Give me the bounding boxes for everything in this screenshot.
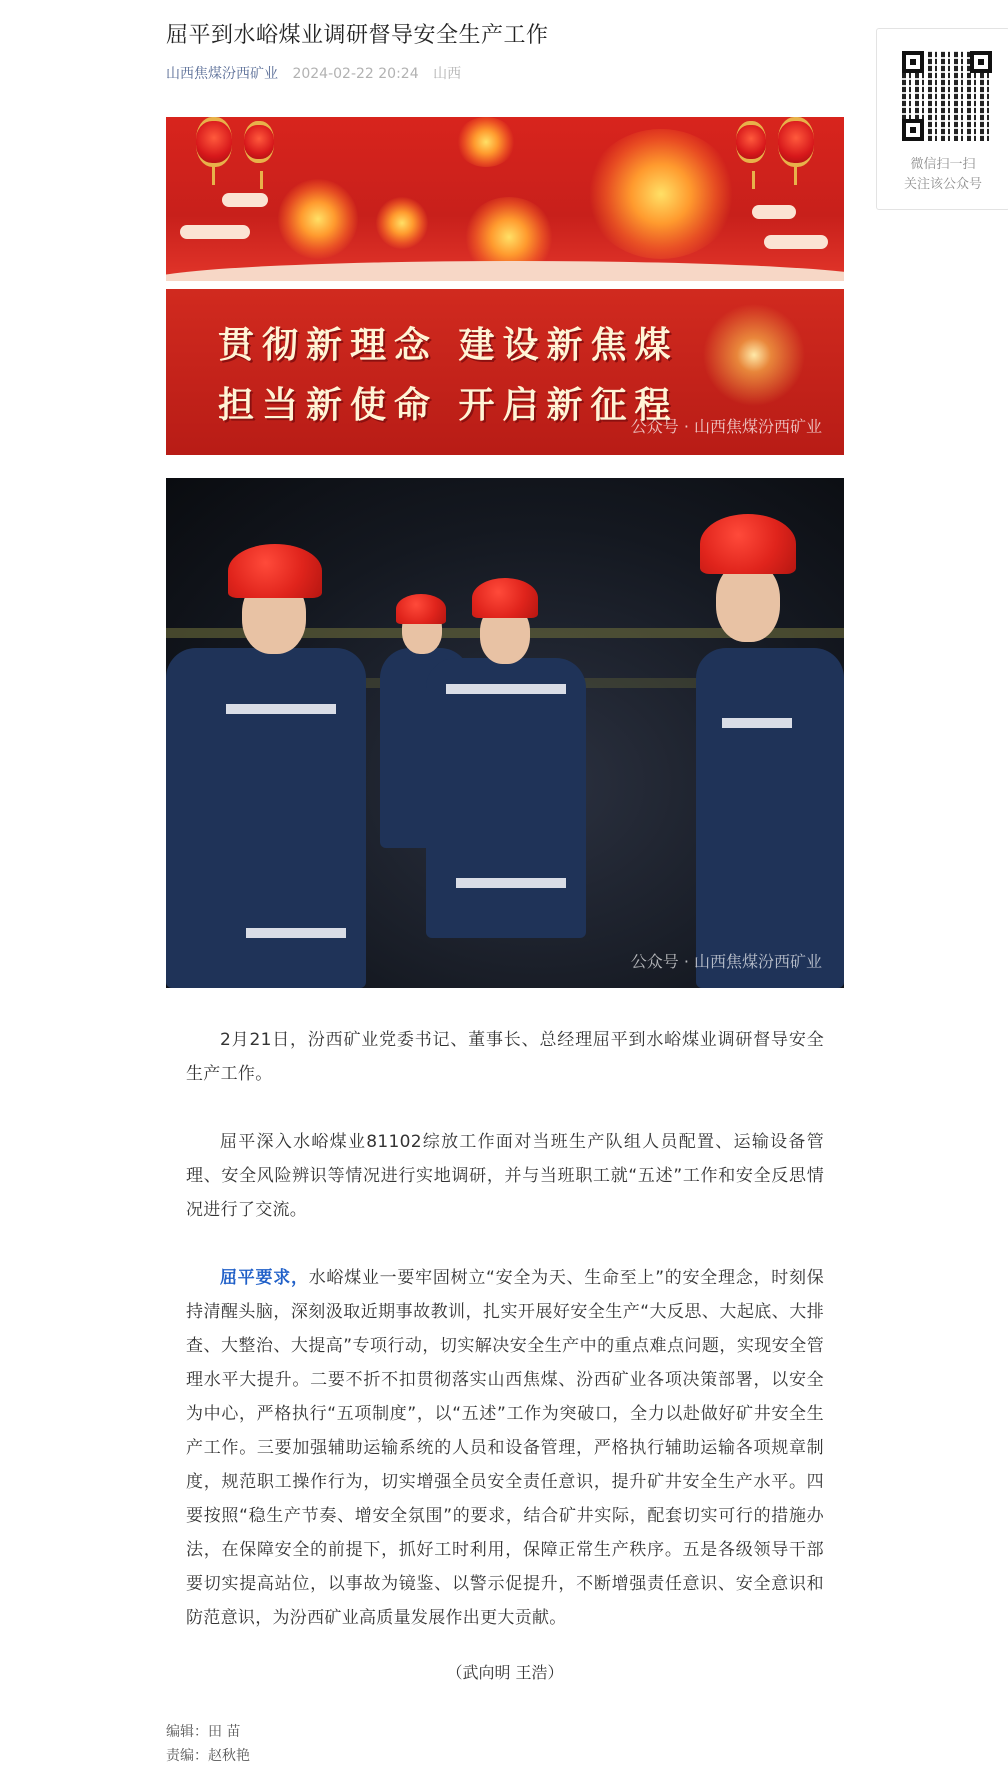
qr-finder bbox=[902, 119, 924, 141]
firework-icon bbox=[376, 197, 428, 249]
editor-credit: 编辑：田 苗 bbox=[166, 1724, 241, 1740]
photo-watermark: 公众号 · 山西焦煤汾西矿业 bbox=[630, 952, 822, 971]
article bbox=[166, 0, 844, 1764]
reflective-stripe bbox=[446, 684, 566, 694]
article-title: 屈平到水峪煤业调研督导安全生产工作 bbox=[166, 23, 549, 48]
paragraph-3-text bbox=[186, 1261, 824, 1635]
helmet-icon bbox=[396, 594, 446, 624]
firework-icon bbox=[586, 129, 736, 259]
qr-finder bbox=[970, 51, 992, 73]
publish-location: 山西 bbox=[433, 66, 462, 82]
paragraph-1-text: 2月21日，汾西矿业党委书记、董事长、总经理屈平到水峪煤业调研督导安全生产工作。 bbox=[186, 1030, 824, 1084]
cloud-icon bbox=[752, 205, 796, 219]
article-photo bbox=[166, 478, 844, 988]
slogan-line-2: 担当新使命 开启新征程 bbox=[218, 385, 679, 426]
paragraph-2 bbox=[186, 1125, 824, 1227]
qr-caption-line-2: 关注该公众号 bbox=[903, 177, 982, 192]
cloud-icon bbox=[222, 193, 268, 207]
lantern-icon bbox=[196, 117, 232, 167]
firework-icon bbox=[278, 179, 358, 259]
miner-face bbox=[716, 562, 780, 642]
qr-code-icon bbox=[902, 51, 992, 141]
helmet-icon bbox=[700, 514, 796, 574]
paragraph-3-rest: 水峪煤业一要牢固树立“安全为天、生命至上”的安全理念，时刻保持清醒头脑，深刻汲取近期事故教训，扎实开展好安全生产“大反思、大起底、大排查、大整治、大提高”专项行动，切实解决安全生产中的重点难点问题，实现安全管理水平大提升。二要不折不扣贯彻落实山西焦煤、汾西矿业各项决策部署，以安全为中心，严格执行“五项制度”，以“五述”工作为突破口，全力以赴做好矿井安全生产工作。三要加强辅助运输系统的人员和设备管理，严格执行辅助运输各项规章制度，规范职工操作行为，切实增强全员安全责任意识，提升矿井安全生产水平。四要按照“稳生产节奏、增安全氛围”的要求，结合矿井实际，配套切实可行的措施办法，在保障安全的前提下，抓好工时利用，保障正常生产秩序。五是各级领导干部要切实提高站位，以事故为镜鉴、以警示促提升，不断增强责任意识、安全意识和防范意识，为汾西矿业高质量发展作出更大贡献。 bbox=[186, 1268, 824, 1628]
slogan-line-1: 贯彻新理念 建设新焦煤 bbox=[218, 325, 679, 366]
miner-figure bbox=[426, 658, 586, 938]
paragraph-3-lead: 屈平要求， bbox=[220, 1268, 309, 1288]
account-link[interactable]: 山西焦煤汾西矿业 bbox=[166, 66, 278, 82]
sunburst-icon bbox=[694, 295, 814, 415]
paragraph-1 bbox=[186, 1023, 824, 1091]
helmet-icon bbox=[472, 578, 538, 618]
credits bbox=[166, 1720, 250, 1768]
qr-code-card bbox=[876, 28, 1008, 210]
qr-caption-line-1: 微信扫一扫 bbox=[910, 157, 976, 172]
festive-banner-image bbox=[166, 117, 844, 281]
reflective-stripe bbox=[456, 878, 566, 888]
lantern-icon bbox=[244, 121, 274, 163]
publish-date: 2024-02-22 20:24 bbox=[292, 66, 419, 82]
lantern-icon bbox=[778, 117, 814, 167]
reflective-stripe bbox=[722, 718, 792, 728]
author-line: （武向明 王浩） bbox=[446, 1663, 564, 1682]
slogan-banner-image bbox=[166, 289, 844, 455]
qr-caption bbox=[877, 155, 1008, 195]
helmet-icon bbox=[228, 544, 322, 598]
reflective-stripe bbox=[246, 928, 346, 938]
miner-figure bbox=[696, 648, 844, 988]
paragraph-3 bbox=[186, 1261, 824, 1635]
article-meta bbox=[166, 64, 844, 84]
cloud-icon bbox=[764, 235, 828, 249]
cloud-icon bbox=[180, 225, 250, 239]
reviewer-credit: 责编：赵秋艳 bbox=[166, 1748, 250, 1764]
reflective-stripe bbox=[226, 704, 336, 714]
banner-watermark: 公众号 · 山西焦煤汾西矿业 bbox=[630, 417, 822, 436]
lantern-icon bbox=[736, 121, 766, 163]
qr-finder bbox=[902, 51, 924, 73]
firework-icon bbox=[456, 117, 516, 167]
paragraph-2-text: 屈平深入水峪煤业81102综放工作面对当班生产队组人员配置、运输设备管理、安全风险辨识等情况进行实地调研，并与当班职工就“五述”工作和安全反思情况进行了交流。 bbox=[186, 1132, 824, 1220]
banner-wave bbox=[166, 261, 844, 281]
